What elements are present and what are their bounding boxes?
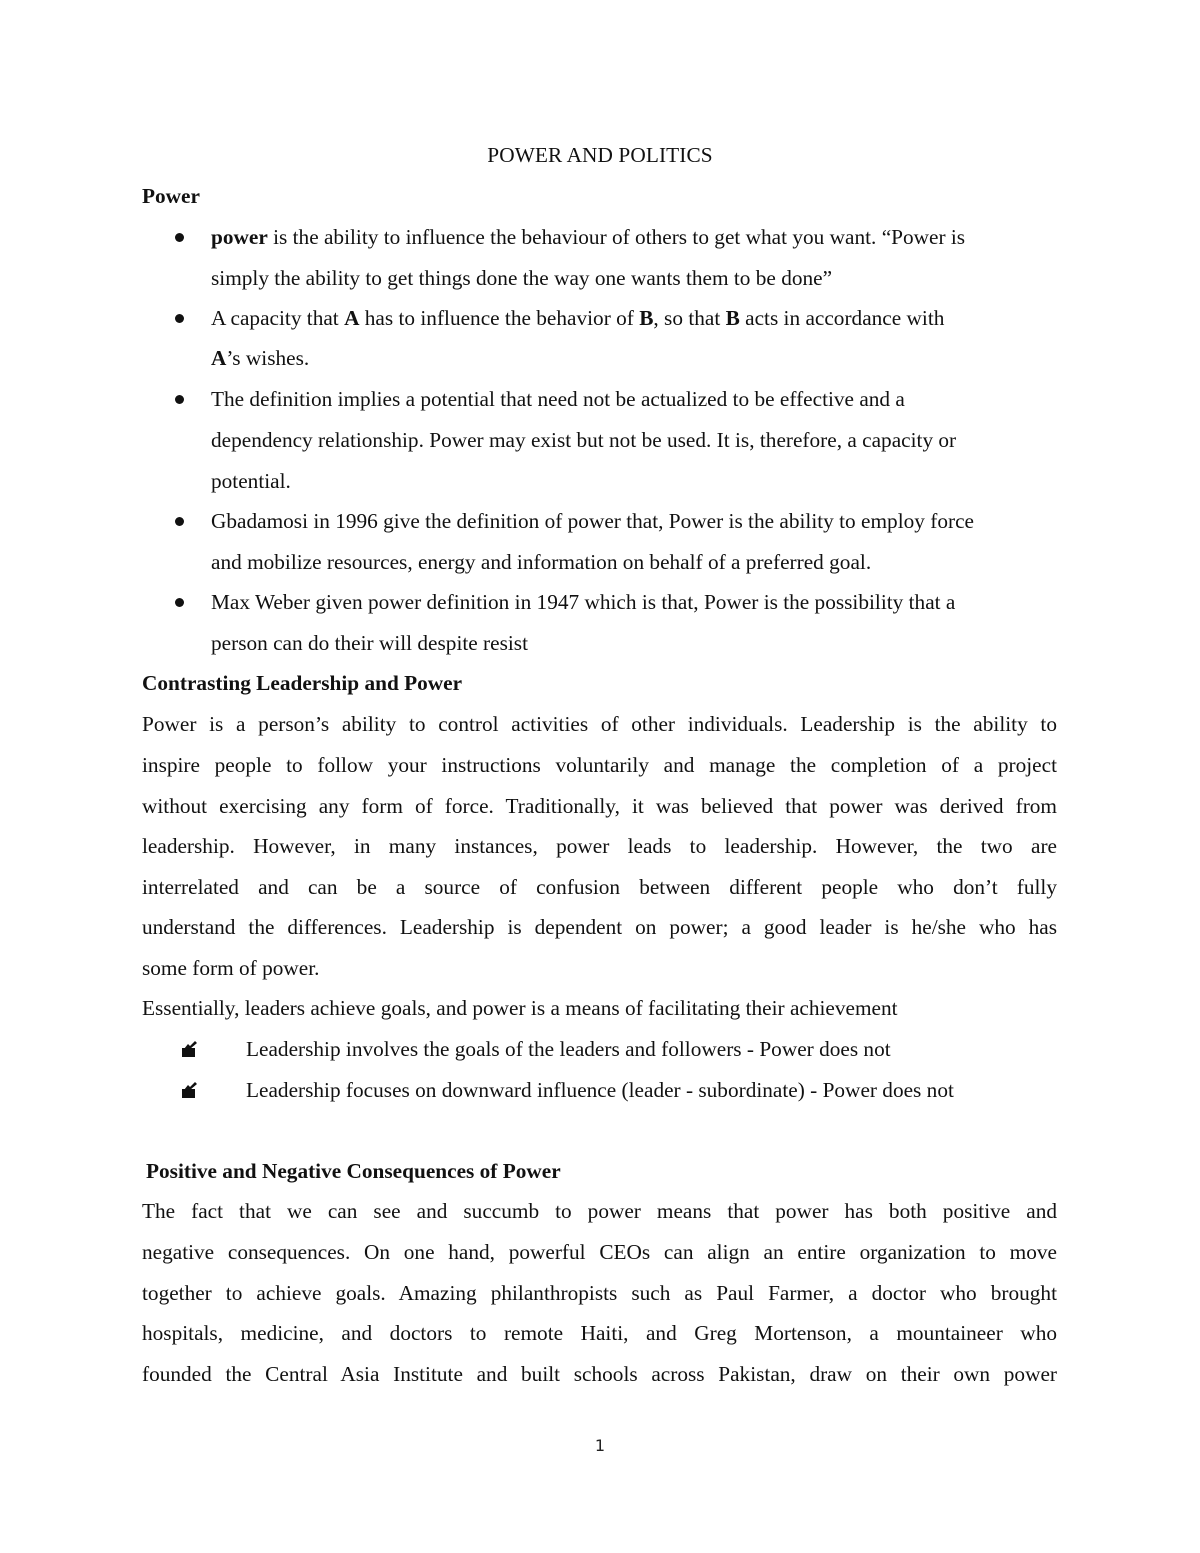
section-heading-consequences: Positive and Negative Consequences of Power <box>146 1159 561 1183</box>
paragraph-line: interrelated and can be a source of confusion between different people who don’t fully <box>142 875 1057 899</box>
bullet-line <box>211 346 309 371</box>
bullet-icon <box>175 598 184 607</box>
page-number: 1 <box>594 1436 606 1455</box>
bullet-line: simply the ability to get things done the way one wants them to be done” <box>211 266 833 290</box>
bullet-line: The definition implies a potential that need not be actualized to be effective and a <box>211 387 905 411</box>
paragraph-line: understand the differences. Leadership is dependent on power; a good leader is he/she who has <box>142 915 1057 939</box>
bullet-line <box>211 225 965 250</box>
summary-line: Essentially, leaders achieve goals, and power is a means of facilitating their achievement <box>142 996 898 1020</box>
bullet-icon <box>175 233 184 242</box>
bullet-line: Gbadamosi in 1996 give the definition of power that, Power is the ability to employ force <box>211 509 974 533</box>
paragraph-line: leadership. However, in many instances, power leads to leadership. However, the two are <box>142 834 1057 858</box>
check-list-item: Leadership focuses on downward influence (leader - subordinate) - Power does not <box>246 1078 954 1102</box>
bold-term: power <box>211 225 268 249</box>
paragraph-line: Power is a person’s ability to control activities of other individuals. Leadership is the ability to <box>142 712 1057 736</box>
bold-term: A <box>211 346 227 370</box>
bullet-text: , so that <box>653 306 726 330</box>
bullet-text: acts in accordance with <box>739 306 945 330</box>
bullet-icon <box>175 395 184 404</box>
bold-term: A <box>344 306 360 330</box>
bullet-line <box>211 306 944 331</box>
section-heading-power: Power <box>142 184 200 208</box>
paragraph-line: negative consequences. On one hand, powerful CEOs can align an entire organization to move <box>142 1240 1057 1264</box>
bullet-text: ’s wishes. <box>226 346 310 370</box>
bullet-text: has to influence the behavior of <box>359 306 640 330</box>
bold-term: B <box>639 306 654 330</box>
bold-term: B <box>725 306 740 330</box>
bullet-line: and mobilize resources, energy and information on behalf of a preferred goal. <box>211 550 872 574</box>
paragraph-line: without exercising any form of force. Traditionally, it was believed that power was derived from <box>142 794 1057 818</box>
bullet-text: is the ability to influence the behaviour of others to get what you want. “Power is <box>267 225 966 249</box>
section-heading-contrast: Contrasting Leadership and Power <box>142 671 463 695</box>
check-list-item: Leadership involves the goals of the leaders and followers - Power does not <box>246 1037 891 1061</box>
bullet-line: Max Weber given power definition in 1947 which is that, Power is the possibility that a <box>211 590 956 614</box>
checkbox-check-icon <box>181 1081 199 1099</box>
bullet-line: dependency relationship. Power may exist but not be used. It is, therefore, a capacity or <box>211 428 957 452</box>
paragraph-line: some form of power. <box>142 956 320 980</box>
checkbox-check-icon <box>181 1040 199 1058</box>
paragraph-line: The fact that we can see and succumb to power means that power has both positive and <box>142 1199 1057 1223</box>
paragraph-line: together to achieve goals. Amazing philanthropists such as Paul Farmer, a doctor who brought <box>142 1281 1057 1305</box>
bullet-line: potential. <box>211 469 291 493</box>
paragraph-line: inspire people to follow your instructions voluntarily and manage the completion of a project <box>142 753 1057 777</box>
document-title: POWER AND POLITICS <box>487 143 713 167</box>
bullet-text: A capacity that <box>211 306 345 330</box>
bullet-icon <box>175 314 184 323</box>
paragraph-line: founded the Central Asia Institute and built schools across Pakistan, draw on their own power <box>142 1362 1057 1386</box>
bullet-icon <box>175 517 184 526</box>
bullet-line: person can do their will despite resist <box>211 631 529 655</box>
paragraph-line: hospitals, medicine, and doctors to remote Haiti, and Greg Mortenson, a mountaineer who <box>142 1321 1057 1345</box>
